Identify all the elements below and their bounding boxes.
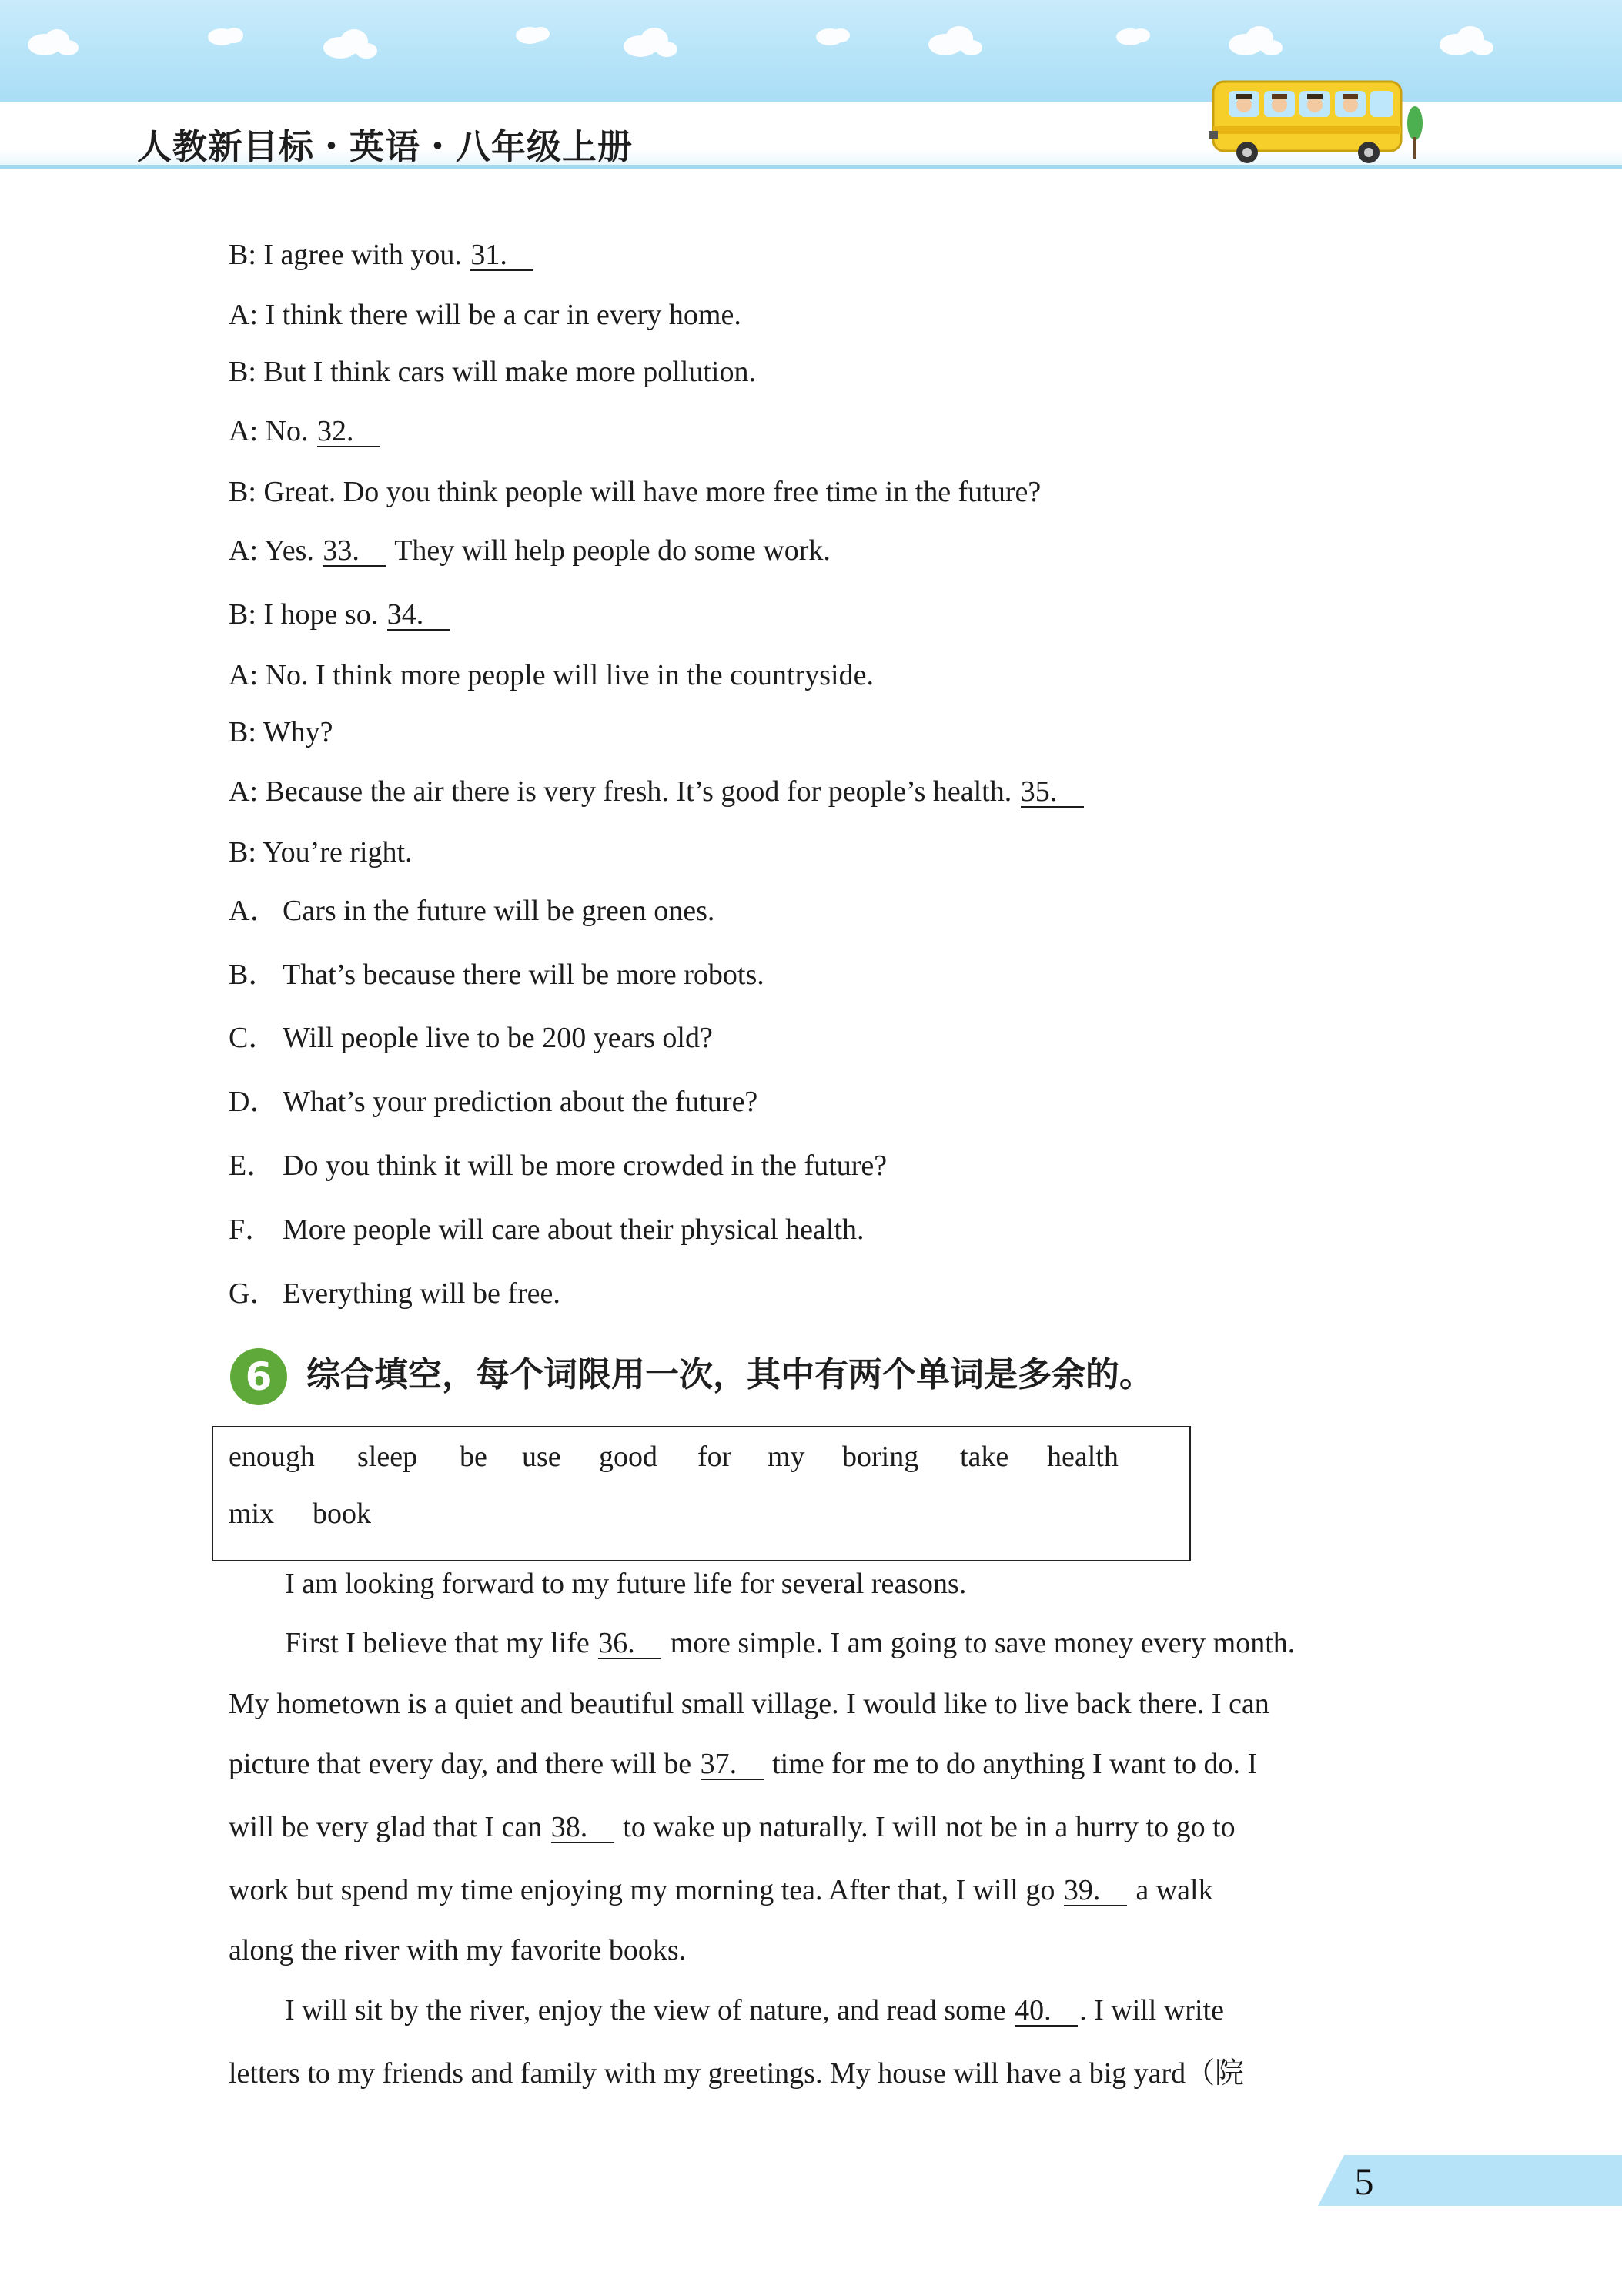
option-item — [229, 1148, 887, 1183]
option-item — [229, 893, 714, 929]
option-letter: C． — [229, 1022, 278, 1054]
word-bank-item: mix — [229, 1498, 275, 1530]
option-text: Do you think it will be more crowded in the future? — [283, 1150, 888, 1182]
cloud-icon — [323, 29, 377, 59]
dialogue-line — [229, 237, 535, 273]
word-bank-item: health — [1047, 1441, 1119, 1473]
passage-text: time for me to do anything I want to do. I — [764, 1748, 1258, 1780]
word-bank-item: enough — [229, 1441, 315, 1473]
option-letter: G． — [229, 1277, 279, 1310]
cloud-icon — [516, 27, 550, 44]
option-item — [229, 1276, 560, 1311]
cloud-icon — [1229, 26, 1283, 55]
dialogue-text: B: I hope so. — [229, 598, 386, 631]
dialogue-text: A: Because the air there is very fresh. It’s good for people’s health. — [229, 775, 1019, 808]
dialogue-text: B: I agree with you. — [229, 239, 470, 271]
answer-blank-34[interactable]: 34. — [387, 600, 450, 631]
book-title: 人教新目标・英语・八年级上册 — [137, 126, 634, 167]
word-bank-item: boring — [842, 1441, 919, 1473]
option-letter: B． — [229, 959, 278, 991]
passage-line: along the river with my favorite books. — [229, 1934, 687, 1966]
passage-text: will be very glad that I can — [229, 1811, 550, 1843]
answer-blank-36[interactable]: 36. — [598, 1628, 661, 1659]
answer-blank-39[interactable]: 39. — [1064, 1876, 1127, 1906]
dialogue-line: B: Great. Do you think people will have more free time in the future? — [229, 476, 1042, 508]
word-bank-item: be — [460, 1441, 487, 1473]
word-bank-item: take — [960, 1441, 1009, 1473]
section-number-badge: 6 — [230, 1348, 287, 1405]
dialogue-line: A: No. I think more people will live in the countryside. — [229, 659, 874, 691]
section-instruction: 综合填空，每个词限用一次，其中有两个单词是多余的。 — [306, 1355, 1153, 1394]
option-item — [229, 957, 764, 992]
cloud-icon — [208, 28, 243, 45]
option-item — [229, 1212, 865, 1247]
answer-blank-38[interactable]: 38. — [551, 1812, 614, 1843]
option-text: Cars in the future will be green ones. — [283, 895, 715, 927]
page-number: 5 — [1354, 2160, 1374, 2203]
cloud-icon — [28, 29, 79, 55]
passage-text: I will sit by the river, enjoy the view of nature, and read some — [285, 1994, 1014, 2027]
dialogue-line: B: Why? — [229, 716, 333, 748]
passage-text: to wake up naturally. I will not be in a hurry to go to — [615, 1811, 1236, 1843]
dialogue-line — [229, 533, 831, 568]
dialogue-line: B: You’re right. — [229, 836, 413, 869]
answer-blank-33[interactable]: 33. — [323, 536, 386, 567]
option-text: That’s because there will be more robots. — [283, 959, 764, 991]
option-text: What’s your prediction about the future? — [283, 1086, 758, 1118]
passage-text: work but spend my time enjoying my morning tea. After that, I will go — [229, 1874, 1062, 1906]
dialogue-line — [229, 597, 452, 632]
passage-text: a walk — [1128, 1874, 1213, 1906]
word-bank-item: good — [599, 1441, 657, 1473]
option-letter: A． — [229, 895, 279, 927]
passage-text: picture that every day, and there will be — [229, 1748, 699, 1780]
answer-blank-32[interactable]: 32. — [317, 417, 380, 447]
passage-line: My hometown is a quiet and beautiful small village. I would like to live back there. I can — [229, 1688, 1269, 1720]
cloud-icon — [928, 26, 982, 55]
passage-line — [229, 1746, 1257, 1782]
word-bank-item: book — [313, 1498, 371, 1530]
dialogue-line — [229, 413, 382, 449]
answer-blank-31[interactable]: 31. — [470, 240, 533, 271]
passage-line — [285, 1993, 1224, 2028]
answer-blank-37[interactable]: 37. — [701, 1749, 764, 1780]
cloud-icon — [1116, 28, 1150, 45]
passage-text: . I will write — [1079, 1994, 1224, 2027]
passage-text: more simple. I am going to save money every month. — [663, 1627, 1296, 1659]
dialogue-text: They will help people do some work. — [387, 534, 831, 567]
dialogue-line: A: I think there will be a car in every home. — [229, 299, 741, 331]
answer-blank-35[interactable]: 35. — [1021, 777, 1084, 808]
passage-line — [285, 1625, 1295, 1661]
word-bank-box — [212, 1426, 1191, 1561]
dialogue-text: A: Yes. — [229, 534, 322, 567]
word-bank-item: use — [522, 1441, 561, 1473]
cloud-icon — [816, 28, 850, 45]
option-text: More people will care about their physical health. — [283, 1213, 865, 1246]
word-bank-item: my — [768, 1441, 805, 1473]
cloud-icon — [624, 28, 677, 57]
option-item — [229, 1084, 757, 1120]
option-letter: D． — [229, 1086, 279, 1118]
passage-line: letters to my friends and family with my greetings. My house will have a big yard（院 — [229, 2057, 1245, 2090]
option-letter: F． — [229, 1213, 275, 1246]
dialogue-text: A: No. — [229, 415, 316, 447]
dialogue-line — [229, 774, 1085, 809]
passage-line: I am looking forward to my future life for several reasons. — [285, 1568, 967, 1600]
word-bank-item: for — [697, 1441, 732, 1473]
word-bank-item: sleep — [357, 1441, 418, 1473]
passage-line — [229, 1873, 1213, 1908]
school-bus-icon — [1209, 77, 1432, 169]
option-text: Everything will be free. — [283, 1277, 560, 1310]
option-text: Will people live to be 200 years old? — [283, 1022, 713, 1054]
passage-line — [229, 1809, 1236, 1845]
option-item — [229, 1020, 713, 1056]
passage-text: First I believe that my life — [285, 1627, 597, 1659]
answer-blank-40[interactable]: 40. — [1015, 1996, 1078, 2027]
cloud-icon — [1440, 26, 1493, 55]
dialogue-line: B: But I think cars will make more pollution. — [229, 356, 756, 388]
option-letter: E． — [229, 1150, 276, 1182]
